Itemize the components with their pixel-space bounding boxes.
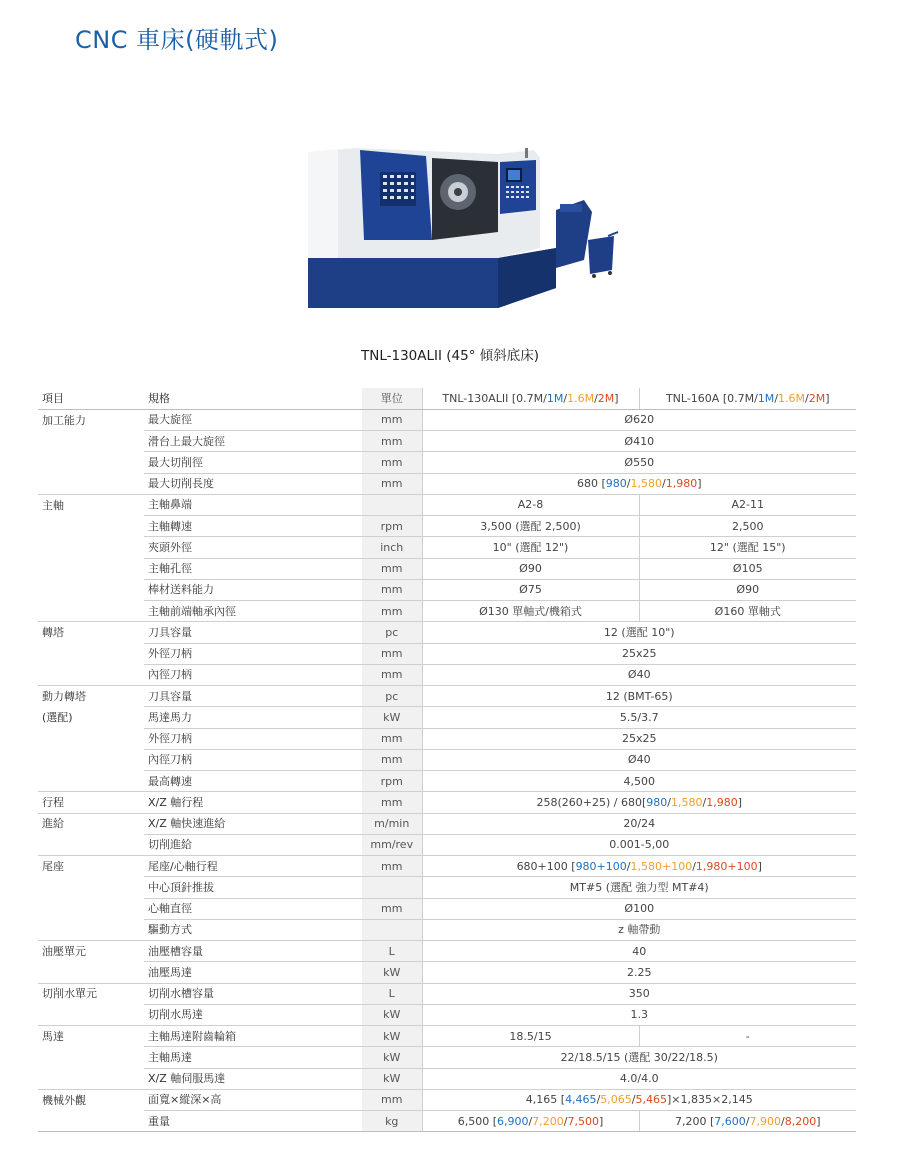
unit-cell: mm xyxy=(362,601,422,622)
spec-name: 主軸馬達附齒輪箱 xyxy=(144,1026,362,1047)
spec-name: 滑台上最大旋徑 xyxy=(144,431,362,452)
unit-cell: kW xyxy=(362,707,422,728)
spec-name: 主軸鼻端 xyxy=(144,494,362,515)
value-model-2: Ø160 單軸式 xyxy=(639,601,856,622)
value-both: 25x25 xyxy=(422,728,856,749)
table-row xyxy=(38,749,856,770)
table-row xyxy=(38,601,856,622)
unit-cell: mm xyxy=(362,431,422,452)
spec-name: 刀具容量 xyxy=(144,686,362,707)
table-row xyxy=(38,473,856,494)
table-row xyxy=(38,771,856,792)
spec-name: 外徑刀柄 xyxy=(144,643,362,664)
spec-name: 主軸轉速 xyxy=(144,516,362,537)
group-label xyxy=(38,728,144,749)
group-label xyxy=(38,749,144,770)
value-both: 1.3 xyxy=(422,1004,856,1025)
group-label: 進給 xyxy=(38,813,144,834)
table-row xyxy=(38,1068,856,1089)
unit-cell: L xyxy=(362,941,422,962)
spec-name: 最高轉速 xyxy=(144,771,362,792)
table-row xyxy=(38,1004,856,1025)
value-model-1: Ø90 xyxy=(422,558,639,579)
table-row xyxy=(38,1047,856,1068)
value-both: 4,165 [4,465/5,065/5,465]×1,835×2,145 xyxy=(422,1089,856,1110)
value-model-2: - xyxy=(639,1026,856,1047)
group-label xyxy=(38,473,144,494)
unit-cell: L xyxy=(362,983,422,1004)
group-label xyxy=(38,1068,144,1089)
value-model-2: A2-11 xyxy=(639,494,856,515)
group-label xyxy=(38,919,144,940)
group-label: 切削水單元 xyxy=(38,983,144,1004)
spec-name: 夾頭外徑 xyxy=(144,537,362,558)
value-both: MT#5 (選配 強力型 MT#4) xyxy=(422,877,856,898)
value-both: z 軸帶動 xyxy=(422,919,856,940)
unit-cell: mm xyxy=(362,579,422,600)
spec-name: 棒材送料能力 xyxy=(144,579,362,600)
unit-cell: mm xyxy=(362,643,422,664)
table-row xyxy=(38,579,856,600)
value-both: 2.25 xyxy=(422,962,856,983)
unit-cell xyxy=(362,877,422,898)
table-row xyxy=(38,537,856,558)
group-label xyxy=(38,1111,144,1132)
spec-name: 中心頂針推拔 xyxy=(144,877,362,898)
table-row xyxy=(38,856,856,877)
group-label: 加工能力 xyxy=(38,409,144,430)
spec-name: 最大切削長度 xyxy=(144,473,362,494)
table-row xyxy=(38,516,856,537)
spec-name: 內徑刀柄 xyxy=(144,749,362,770)
spec-name: 切削水馬達 xyxy=(144,1004,362,1025)
unit-cell: kW xyxy=(362,1026,422,1047)
group-label xyxy=(38,601,144,622)
table-row xyxy=(38,409,856,430)
value-both: Ø550 xyxy=(422,452,856,473)
unit-cell: mm xyxy=(362,452,422,473)
group-label: 機械外觀 xyxy=(38,1089,144,1110)
group-label xyxy=(38,452,144,473)
group-label xyxy=(38,516,144,537)
spec-name: 馬達馬力 xyxy=(144,707,362,728)
value-both: 25x25 xyxy=(422,643,856,664)
value-both: 4.0/4.0 xyxy=(422,1068,856,1089)
unit-cell: kW xyxy=(362,962,422,983)
header-model-2: TNL-160A [0.7M/1M/1.6M/2M] xyxy=(639,388,856,409)
value-model-2: Ø90 xyxy=(639,579,856,600)
unit-cell: mm xyxy=(362,664,422,685)
unit-cell: mm xyxy=(362,473,422,494)
value-both: Ø40 xyxy=(422,664,856,685)
unit-cell: mm xyxy=(362,409,422,430)
spec-name: 外徑刀柄 xyxy=(144,728,362,749)
table-row xyxy=(38,941,856,962)
value-both: 22/18.5/15 (選配 30/22/18.5) xyxy=(422,1047,856,1068)
unit-cell: kW xyxy=(362,1004,422,1025)
value-model-2: 12" (選配 15") xyxy=(639,537,856,558)
value-both: Ø40 xyxy=(422,749,856,770)
spec-name: 驅動方式 xyxy=(144,919,362,940)
spec-name: X/Z 軸行程 xyxy=(144,792,362,813)
value-both: 680 [980/1,580/1,980] xyxy=(422,473,856,494)
value-both: 5.5/3.7 xyxy=(422,707,856,728)
page-title: CNC 車床(硬軌式) xyxy=(75,26,279,54)
unit-cell: mm xyxy=(362,558,422,579)
value-both: 0.001-5,00 xyxy=(422,834,856,855)
value-both: 680+100 [980+100/1,580+100/1,980+100] xyxy=(422,856,856,877)
unit-cell: kg xyxy=(362,1111,422,1132)
spec-name: 切削進給 xyxy=(144,834,362,855)
table-row xyxy=(38,707,856,728)
group-label xyxy=(38,962,144,983)
table-row xyxy=(38,686,856,707)
value-both: 12 (BMT-65) xyxy=(422,686,856,707)
unit-cell: kW xyxy=(362,1047,422,1068)
unit-cell: mm xyxy=(362,898,422,919)
spec-name: X/Z 軸伺服馬達 xyxy=(144,1068,362,1089)
value-both: 12 (選配 10") xyxy=(422,622,856,643)
table-row xyxy=(38,664,856,685)
table-row xyxy=(38,452,856,473)
unit-cell: m/min xyxy=(362,813,422,834)
table-row xyxy=(38,728,856,749)
spec-name: 面寬×縱深×高 xyxy=(144,1089,362,1110)
spec-table xyxy=(38,388,856,1132)
spec-name: 重量 xyxy=(144,1111,362,1132)
value-both: Ø410 xyxy=(422,431,856,452)
value-both: Ø100 xyxy=(422,898,856,919)
unit-cell xyxy=(362,919,422,940)
group-label: 主軸 xyxy=(38,494,144,515)
group-label: 轉塔 xyxy=(38,622,144,643)
value-model-1: A2-8 xyxy=(422,494,639,515)
unit-cell: mm xyxy=(362,1089,422,1110)
spec-name: 油壓馬達 xyxy=(144,962,362,983)
group-label xyxy=(38,834,144,855)
group-label: 尾座 xyxy=(38,856,144,877)
value-model-1: 10" (選配 12") xyxy=(422,537,639,558)
group-label xyxy=(38,1004,144,1025)
group-label xyxy=(38,558,144,579)
group-label xyxy=(38,579,144,600)
table-header-row xyxy=(38,388,856,409)
spec-name: 油壓槽容量 xyxy=(144,941,362,962)
table-row xyxy=(38,813,856,834)
group-label xyxy=(38,877,144,898)
group-label: 油壓單元 xyxy=(38,941,144,962)
value-both: Ø620 xyxy=(422,409,856,430)
value-model-1: 6,500 [6,900/7,200/7,500] xyxy=(422,1111,639,1132)
table-row xyxy=(38,1026,856,1047)
table-row xyxy=(38,643,856,664)
unit-cell: mm xyxy=(362,749,422,770)
table-row xyxy=(38,919,856,940)
unit-cell: mm xyxy=(362,792,422,813)
table-row xyxy=(38,962,856,983)
cnc-lathe-image xyxy=(308,148,620,308)
table-row xyxy=(38,834,856,855)
group-label xyxy=(38,898,144,919)
group-label xyxy=(38,1047,144,1068)
unit-cell: pc xyxy=(362,622,422,643)
unit-cell xyxy=(362,494,422,515)
unit-cell: mm xyxy=(362,728,422,749)
group-label xyxy=(38,664,144,685)
value-model-2: Ø105 xyxy=(639,558,856,579)
group-label: (選配) xyxy=(42,710,73,724)
unit-cell: mm xyxy=(362,856,422,877)
table-row xyxy=(38,983,856,1004)
spec-name: X/Z 軸快速進給 xyxy=(144,813,362,834)
table-row xyxy=(38,494,856,515)
spec-name: 尾座/心軸行程 xyxy=(144,856,362,877)
group-label: 動力轉塔 xyxy=(38,686,144,707)
value-both: 258(260+25) / 680[980/1,580/1,980] xyxy=(422,792,856,813)
header-unit: 單位 xyxy=(362,388,422,409)
group-label: 馬達 xyxy=(38,1026,144,1047)
group-label xyxy=(38,431,144,452)
group-label: 行程 xyxy=(38,792,144,813)
table-row xyxy=(38,792,856,813)
value-model-2: 2,500 xyxy=(639,516,856,537)
table-row xyxy=(38,898,856,919)
spec-name: 主軸前端軸承內徑 xyxy=(144,601,362,622)
value-both: 40 xyxy=(422,941,856,962)
table-row xyxy=(38,558,856,579)
spec-name: 最大旋徑 xyxy=(144,409,362,430)
table-row xyxy=(38,1089,856,1110)
table-row xyxy=(38,1111,856,1132)
value-model-2: 7,200 [7,600/7,900/8,200] xyxy=(639,1111,856,1132)
table-row xyxy=(38,622,856,643)
table-row xyxy=(38,877,856,898)
spec-name: 切削水槽容量 xyxy=(144,983,362,1004)
value-both: 350 xyxy=(422,983,856,1004)
spec-name: 刀具容量 xyxy=(144,622,362,643)
value-both: 20/24 xyxy=(422,813,856,834)
unit-cell: rpm xyxy=(362,516,422,537)
header-item: 項目 xyxy=(38,388,144,409)
group-label xyxy=(38,537,144,558)
spec-name: 心軸直徑 xyxy=(144,898,362,919)
spec-name: 主軸孔徑 xyxy=(144,558,362,579)
group-label xyxy=(38,643,144,664)
value-model-1: 3,500 (選配 2,500) xyxy=(422,516,639,537)
value-model-1: Ø75 xyxy=(422,579,639,600)
spec-name: 內徑刀柄 xyxy=(144,664,362,685)
unit-cell: kW xyxy=(362,1068,422,1089)
header-spec: 規格 xyxy=(144,388,362,409)
value-model-1: Ø130 單軸式/機箱式 xyxy=(422,601,639,622)
group-label xyxy=(38,771,144,792)
table-row xyxy=(38,431,856,452)
unit-cell: pc xyxy=(362,686,422,707)
unit-cell: rpm xyxy=(362,771,422,792)
spec-name: 最大切削徑 xyxy=(144,452,362,473)
model-caption: TNL-130ALII (45° 傾斜底床) xyxy=(360,348,540,364)
unit-cell: inch xyxy=(362,537,422,558)
header-model-1: TNL-130ALII [0.7M/1M/1.6M/2M] xyxy=(422,388,639,409)
spec-name: 主軸馬達 xyxy=(144,1047,362,1068)
value-model-1: 18.5/15 xyxy=(422,1026,639,1047)
unit-cell: mm/rev xyxy=(362,834,422,855)
value-both: 4,500 xyxy=(422,771,856,792)
